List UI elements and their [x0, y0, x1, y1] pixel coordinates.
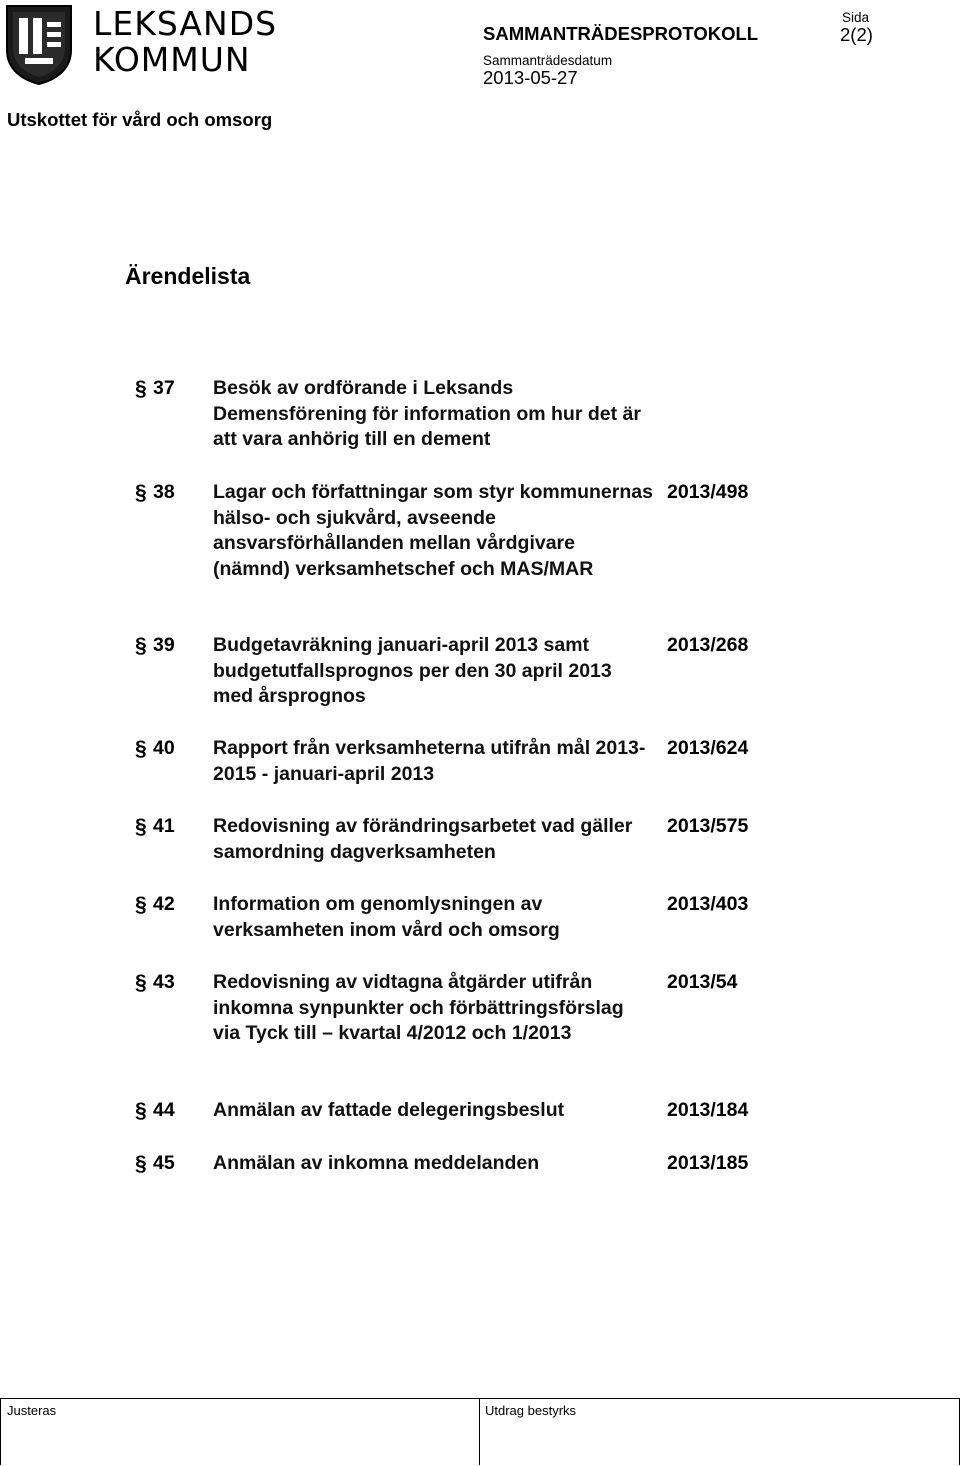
- logo-wordmark-line2: KOMMUN: [93, 40, 251, 79]
- item-title: Budgetavräkning januari-april 2013 samt budgetutfallsprognos per den 30 april 2013 med årsprognos: [213, 634, 612, 707]
- item-title: Besök av ordförande i Leksands Demensförening för information om hur det är att vara anhörig till en dement: [213, 377, 641, 450]
- item-case-number: 2013/54: [667, 971, 738, 993]
- page-number: 2(2): [840, 24, 873, 45]
- section-symbol: §: [135, 893, 147, 916]
- item-title: Anmälan av fattade delegeringsbeslut: [213, 1099, 565, 1121]
- item-title: Lagar och författningar som styr kommunernas hälso- och sjukvård, avseende ansvarsförhållanden mellan vårdgivare (nämnd) verksamhetschef och MAS/MAR: [213, 481, 653, 580]
- section-symbol: §: [135, 1099, 147, 1122]
- item-title: Rapport från verksamheterna utifrån mål 2013-2015 - januari-april 2013: [213, 737, 646, 785]
- item-number: 45: [153, 1152, 175, 1174]
- item-number: 44: [153, 1099, 175, 1121]
- item-case-number: 2013/268: [667, 634, 749, 656]
- item-number: 37: [153, 377, 175, 399]
- item-case-number: 2013/575: [667, 815, 749, 837]
- item-number: 43: [153, 971, 175, 993]
- committee-name: Utskottet för vård och omsorg: [7, 109, 273, 130]
- item-number: 42: [153, 893, 175, 915]
- section-symbol: §: [135, 971, 147, 994]
- logo-wordmark-line1: LEKSANDS: [93, 4, 278, 43]
- item-case-number: 2013/185: [667, 1152, 749, 1174]
- item-number: 41: [153, 815, 175, 837]
- page-label: Sida: [842, 10, 870, 25]
- item-title: Redovisning av vidtagna åtgärder utifrån inkomna synpunkter och förbättringsförslag via Tyck till – kvartal 4/2012 och 1/2013: [213, 971, 624, 1044]
- signature-footer: [0, 1398, 960, 1465]
- extract-certified-label: Utdrag bestyrks: [485, 1403, 577, 1418]
- item-title: Redovisning av förändringsarbetet vad gäller samordning dagverksamheten: [213, 815, 633, 863]
- item-case-number: 2013/498: [667, 481, 749, 503]
- item-number: 39: [153, 634, 175, 656]
- item-case-number: 2013/403: [667, 893, 749, 915]
- section-symbol: §: [135, 815, 147, 838]
- section-symbol: §: [135, 377, 147, 400]
- municipality-crest-icon: [5, 4, 73, 86]
- item-title: Information om genomlysningen av verksamheten inom vård och omsorg: [213, 893, 560, 941]
- item-case-number: 2013/184: [667, 1099, 749, 1121]
- page-title: Ärendelista: [125, 263, 251, 289]
- item-number: 38: [153, 481, 175, 503]
- section-symbol: §: [135, 737, 147, 760]
- verified-by-label: Justeras: [7, 1403, 57, 1418]
- section-symbol: §: [135, 481, 147, 504]
- item-case-number: 2013/624: [667, 737, 749, 759]
- section-symbol: §: [135, 634, 147, 657]
- item-number: 40: [153, 737, 175, 759]
- item-title: Anmälan av inkomna meddelanden: [213, 1152, 540, 1174]
- footer-divider: [479, 1399, 480, 1465]
- meeting-date-value: 2013-05-27: [483, 67, 578, 88]
- section-symbol: §: [135, 1152, 147, 1175]
- document-type: SAMMANTRÄDESPROTOKOLL: [483, 23, 759, 44]
- meeting-date-label: Sammanträdesdatum: [483, 53, 613, 68]
